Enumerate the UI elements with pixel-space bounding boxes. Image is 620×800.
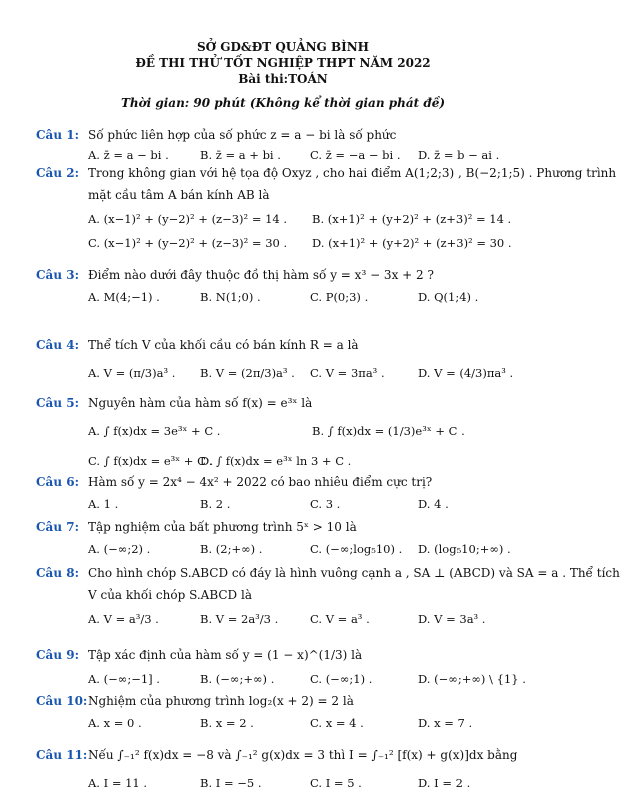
question-label: Câu 6: (36, 475, 80, 489)
question-stem: Điểm nào dưới đây thuộc đồ thị hàm số y = x³ − 3x + 2 ? (88, 268, 434, 282)
question-label: Câu 9: (36, 648, 80, 662)
answer-option: A. V = (π/3)a³ . (88, 366, 176, 380)
answer-option: D. (x+1)² + (y+2)² + (z+3)² = 30 . (312, 236, 512, 250)
question-label: Câu 3: (36, 268, 80, 282)
answer-option: B. V = (2π/3)a³ . (200, 366, 295, 380)
answer-option: A. z̄ = a − bi . (88, 148, 169, 162)
answer-option: B. (−∞;+∞) . (200, 672, 275, 686)
answer-option: D. z̄ = b − ai . (418, 148, 500, 162)
answer-option: C. (−∞;1) . (310, 672, 373, 686)
question-stem: Số phức liên hợp của số phức z = a − bi là số phức (88, 128, 397, 142)
question-stem: Tập nghiệm của bất phương trình 5ˣ > 10 là (88, 520, 357, 534)
question-stem: Tập xác định của hàm số y = (1 − x)^(1/3) là (88, 648, 363, 662)
question-label: Câu 5: (36, 396, 80, 410)
time-note: Thời gian: 90 phút (Không kể thời gian phát đề) (120, 96, 446, 110)
department-title: SỞ GD&ĐT QUẢNG BÌNH (196, 40, 370, 54)
question-stem: Hàm số y = 2x⁴ − 4x² + 2022 có bao nhiêu điểm cực trị? (88, 475, 433, 489)
answer-option: B. N(1;0) . (200, 290, 261, 304)
answer-option: C. (−∞;log₅10) . (310, 542, 403, 556)
answer-option: A. I = 11 . (88, 776, 148, 790)
question-stem: Nguyên hàm của hàm số f(x) = e³ˣ là (88, 396, 313, 410)
answer-option: C. ∫ f(x)dx = e³ˣ + C . (88, 454, 214, 468)
answer-option: D. V = (4/3)πa³ . (418, 366, 514, 380)
answer-option: C. x = 4 . (310, 716, 364, 730)
question-label: Câu 4: (36, 338, 80, 352)
question-stem: Trong không gian với hệ tọa độ Oxyz , cho hai điểm A(1;2;3) , B(−2;1;5) . Phương trình (88, 166, 617, 180)
question-label: Câu 2: (36, 166, 80, 180)
answer-option: A. (−∞;−1] . (88, 672, 160, 686)
answer-option: B. x = 2 . (200, 716, 254, 730)
answer-option: A. (−∞;2) . (88, 542, 151, 556)
answer-option: A. 1 . (88, 497, 119, 511)
answer-option: B. (2;+∞) . (200, 542, 263, 556)
question-stem-continued: mặt cầu tâm A bán kính AB là (88, 188, 270, 202)
answer-option: B. ∫ f(x)dx = (1/3)e³ˣ + C . (312, 424, 465, 438)
question-stem: Nếu ∫₋₁² f(x)dx = −8 và ∫₋₁² g(x)dx = 3 thì I = ∫₋₁² [f(x) + g(x)]dx bằng (88, 748, 518, 762)
answer-option: D. x = 7 . (418, 716, 473, 730)
answer-option: B. z̄ = a + bi . (200, 148, 281, 162)
answer-option: B. V = 2a³/3 . (200, 612, 279, 626)
question-stem: Cho hình chóp S.ABCD có đáy là hình vuông cạnh a , SA ⊥ (ABCD) và SA = a . Thể tích (88, 566, 620, 580)
answer-option: A. M(4;−1) . (88, 290, 160, 304)
answer-option: D. V = 3a³ . (418, 612, 486, 626)
answer-option: D. (−∞;+∞) \ {1} . (418, 672, 526, 686)
answer-option: C. z̄ = −a − bi . (310, 148, 401, 162)
answer-option: C. I = 5 . (310, 776, 362, 790)
answer-option: D. Q(1;4) . (418, 290, 479, 304)
question-label: Câu 11: (36, 748, 88, 762)
question-stem-continued: V của khối chóp S.ABCD là (88, 588, 252, 602)
answer-option: D. 4 . (418, 497, 449, 511)
subject-title: Bài thi:TOÁN (238, 72, 328, 86)
question-label: Câu 1: (36, 128, 80, 142)
question-label: Câu 8: (36, 566, 80, 580)
answer-option: D. ∫ f(x)dx = e³ˣ ln 3 + C . (200, 454, 352, 468)
answer-option: C. P(0;3) . (310, 290, 369, 304)
answer-option: C. (x−1)² + (y−2)² + (z−3)² = 30 . (88, 236, 288, 250)
answer-option: C. 3 . (310, 497, 341, 511)
answer-option: D. (log₅10;+∞) . (418, 542, 511, 556)
answer-option: C. V = a³ . (310, 612, 370, 626)
answer-option: A. ∫ f(x)dx = 3e³ˣ + C . (88, 424, 221, 438)
answer-option: A. (x−1)² + (y−2)² + (z−3)² = 14 . (88, 212, 288, 226)
answer-option: D. I = 2 . (418, 776, 471, 790)
answer-option: A. V = a³/3 . (88, 612, 159, 626)
answer-option: A. x = 0 . (88, 716, 142, 730)
question-label: Câu 7: (36, 520, 80, 534)
question-label: Câu 10: (36, 694, 88, 708)
question-stem: Thể tích V của khối cầu có bán kính R = a là (88, 338, 359, 352)
answer-option: B. (x+1)² + (y+2)² + (z+3)² = 14 . (312, 212, 512, 226)
answer-option: B. 2 . (200, 497, 231, 511)
exam-title: ĐỀ THI THỬ TỐT NGHIỆP THPT NĂM 2022 (135, 56, 431, 70)
answer-option: B. I = −5 . (200, 776, 262, 790)
question-stem: Nghiệm của phương trình log₂(x + 2) = 2 là (88, 694, 354, 708)
answer-option: C. V = 3πa³ . (310, 366, 385, 380)
